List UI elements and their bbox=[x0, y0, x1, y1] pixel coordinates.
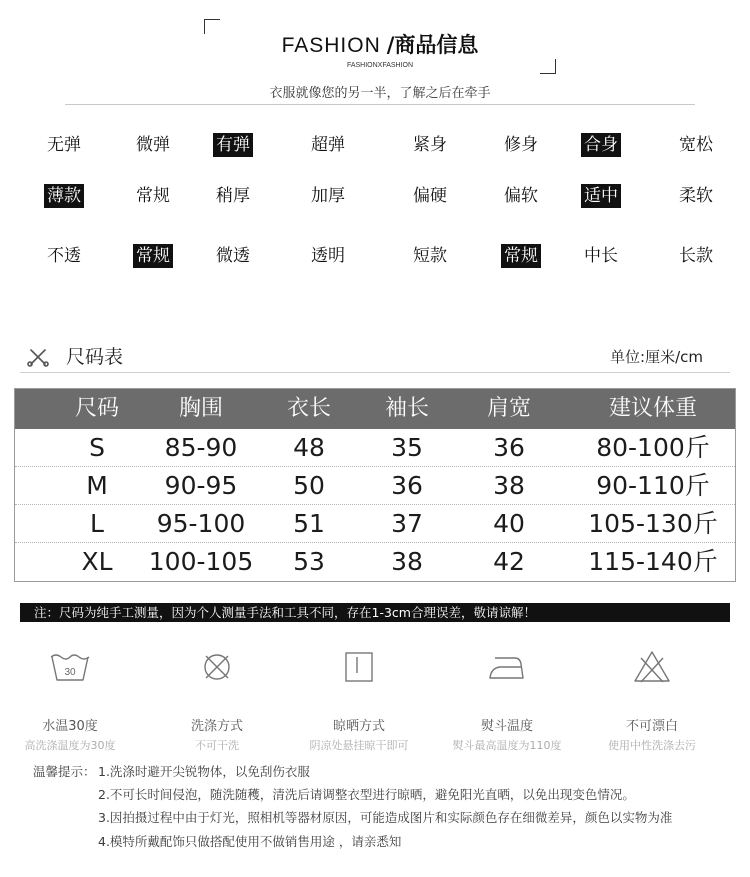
size-table-cell: 115-140斤 bbox=[588, 547, 718, 576]
size-table-cell: 38 bbox=[493, 471, 525, 500]
size-table-cell: 53 bbox=[293, 547, 325, 576]
attribute-option: 常规 bbox=[501, 244, 541, 268]
size-table bbox=[14, 388, 736, 582]
attribute-option: 常规 bbox=[136, 186, 170, 206]
size-table-cell: 90-95 bbox=[164, 471, 238, 500]
care-label: 不可漂白 bbox=[625, 719, 678, 734]
care-item-wash bbox=[0, 648, 145, 754]
size-table-header-cell: 袖长 bbox=[384, 396, 430, 421]
iron-icon bbox=[485, 648, 529, 686]
attribute-option: 透明 bbox=[311, 246, 345, 266]
care-description: 使用中性洗涤去污 bbox=[608, 739, 696, 752]
no-bleach-icon bbox=[630, 648, 674, 686]
attribute-option: 微透 bbox=[216, 246, 250, 266]
size-table-cell: 80-100斤 bbox=[596, 433, 710, 462]
care-description: 不可干洗 bbox=[195, 739, 239, 752]
care-item-drying bbox=[284, 648, 434, 754]
attribute-option: 无弹 bbox=[47, 135, 81, 155]
attribute-option: 短款 bbox=[413, 246, 447, 266]
size-table-header-cell: 衣长 bbox=[286, 396, 332, 421]
size-table-row bbox=[15, 505, 735, 543]
attribute-row-thickness bbox=[0, 184, 750, 210]
attribute-option: 超弹 bbox=[311, 135, 345, 155]
size-table-cell: 37 bbox=[391, 509, 423, 538]
title-english: FASHION bbox=[281, 34, 381, 57]
care-label: 洗涤方式 bbox=[190, 719, 243, 734]
size-table-cell: 38 bbox=[391, 547, 423, 576]
care-description: 熨斗最高温度为110度 bbox=[452, 739, 562, 752]
size-table-cell: S bbox=[89, 433, 105, 462]
line-dry-icon bbox=[337, 648, 381, 686]
brand-subtitle: FASHIONXFASHION bbox=[346, 62, 414, 69]
measurement-note: 注：尺码为纯手工测量，因为个人测量手法和工具不同，存在1-3cm合理误差，敬请谅解！ bbox=[20, 603, 730, 622]
attribute-option: 加厚 bbox=[311, 186, 345, 206]
attribute-row-elasticity bbox=[0, 133, 750, 159]
attribute-option: 偏软 bbox=[504, 186, 538, 206]
size-table-cell: 100-105 bbox=[148, 547, 254, 576]
size-table-cell: 50 bbox=[293, 471, 325, 500]
size-chart-title: 尺码表 bbox=[66, 346, 124, 368]
wash-30-icon bbox=[48, 648, 92, 686]
size-table-cell: 36 bbox=[391, 471, 423, 500]
care-description: 高洗涤温度为30度 bbox=[24, 739, 116, 752]
size-table-cell: L bbox=[90, 509, 104, 538]
attribute-option: 中长 bbox=[584, 246, 618, 266]
size-table-cell: 48 bbox=[293, 433, 325, 462]
page-title bbox=[10, 31, 750, 60]
attribute-option: 紧身 bbox=[413, 135, 447, 155]
attribute-option: 合身 bbox=[581, 133, 621, 157]
size-table-cell: 105-130斤 bbox=[588, 509, 718, 538]
no-dry-clean-icon bbox=[195, 648, 239, 686]
size-table-header bbox=[15, 389, 735, 429]
attribute-option: 稍厚 bbox=[216, 186, 250, 206]
tips-prefix: 温馨提示： bbox=[33, 764, 96, 779]
size-table-cell: M bbox=[86, 471, 108, 500]
size-table-cell: 85-90 bbox=[164, 433, 238, 462]
care-item-bleach bbox=[577, 648, 727, 754]
attribute-option: 宽松 bbox=[679, 135, 713, 155]
size-table-cell: 36 bbox=[493, 433, 525, 462]
size-table-cell: 40 bbox=[493, 509, 525, 538]
size-table-row bbox=[15, 429, 735, 467]
divider bbox=[65, 104, 695, 105]
attribute-row-transparency-length bbox=[0, 244, 750, 270]
care-label: 水温30度 bbox=[42, 719, 98, 734]
attribute-option: 不透 bbox=[47, 246, 81, 266]
care-item-ironing bbox=[432, 648, 582, 754]
attribute-option: 微弹 bbox=[136, 135, 170, 155]
tip-item: 4.模特所戴配饰只做搭配使用不做销售用途 ，请亲悉知 bbox=[98, 834, 402, 849]
size-table-header-cell: 肩宽 bbox=[486, 396, 532, 421]
size-table-cell: 35 bbox=[391, 433, 423, 462]
size-table-cell: 42 bbox=[493, 547, 525, 576]
size-table-cell: XL bbox=[81, 547, 113, 576]
care-item-dry-clean bbox=[142, 648, 292, 754]
size-table-cell: 51 bbox=[293, 509, 325, 538]
size-table-row bbox=[15, 467, 735, 505]
size-table-cell: 95-100 bbox=[156, 509, 246, 538]
attribute-option: 常规 bbox=[133, 244, 173, 268]
tip-item: 3.因拍摄过程中由于灯光，照相机等器材原因，可能造成图片和实际颜色存在细微差异，颜色以实物为准 bbox=[98, 810, 673, 825]
care-description: 阴凉处悬挂晾干即可 bbox=[309, 739, 409, 752]
tagline: 衣服就像您的另一半，了解之后在牵手 bbox=[269, 86, 491, 101]
attribute-option: 薄款 bbox=[44, 184, 84, 208]
tip-item: 2.不可长时间侵泡，随洗随穫，清洗后请调整衣型进行晾晒，避免阳光直晒，以免出现变色情况。 bbox=[98, 787, 635, 802]
divider bbox=[20, 372, 730, 373]
scissors-icon bbox=[27, 347, 49, 367]
attribute-option: 偏硬 bbox=[413, 186, 447, 206]
size-table-header-cell: 尺码 bbox=[74, 396, 120, 421]
tip-item: 1.洗涤时避开尖锐物体，以免刮伤衣服 bbox=[98, 764, 310, 779]
size-table-row bbox=[15, 543, 735, 581]
size-table-cell: 90-110斤 bbox=[596, 471, 710, 500]
attribute-option: 适中 bbox=[581, 184, 621, 208]
title-chinese: /商品信息 bbox=[386, 33, 479, 57]
size-table-header-cell: 胸围 bbox=[178, 396, 224, 421]
size-table-header-cell: 建议体重 bbox=[608, 396, 698, 421]
attribute-option: 有弹 bbox=[213, 133, 253, 157]
attribute-option: 柔软 bbox=[679, 186, 713, 206]
attribute-option: 长款 bbox=[679, 246, 713, 266]
wash-temperature-label: 30 bbox=[64, 667, 76, 678]
size-chart-unit: 单位:厘米/cm bbox=[610, 348, 703, 366]
care-label: 晾晒方式 bbox=[332, 719, 385, 734]
attribute-option: 修身 bbox=[504, 135, 538, 155]
care-label: 熨斗温度 bbox=[480, 719, 533, 734]
